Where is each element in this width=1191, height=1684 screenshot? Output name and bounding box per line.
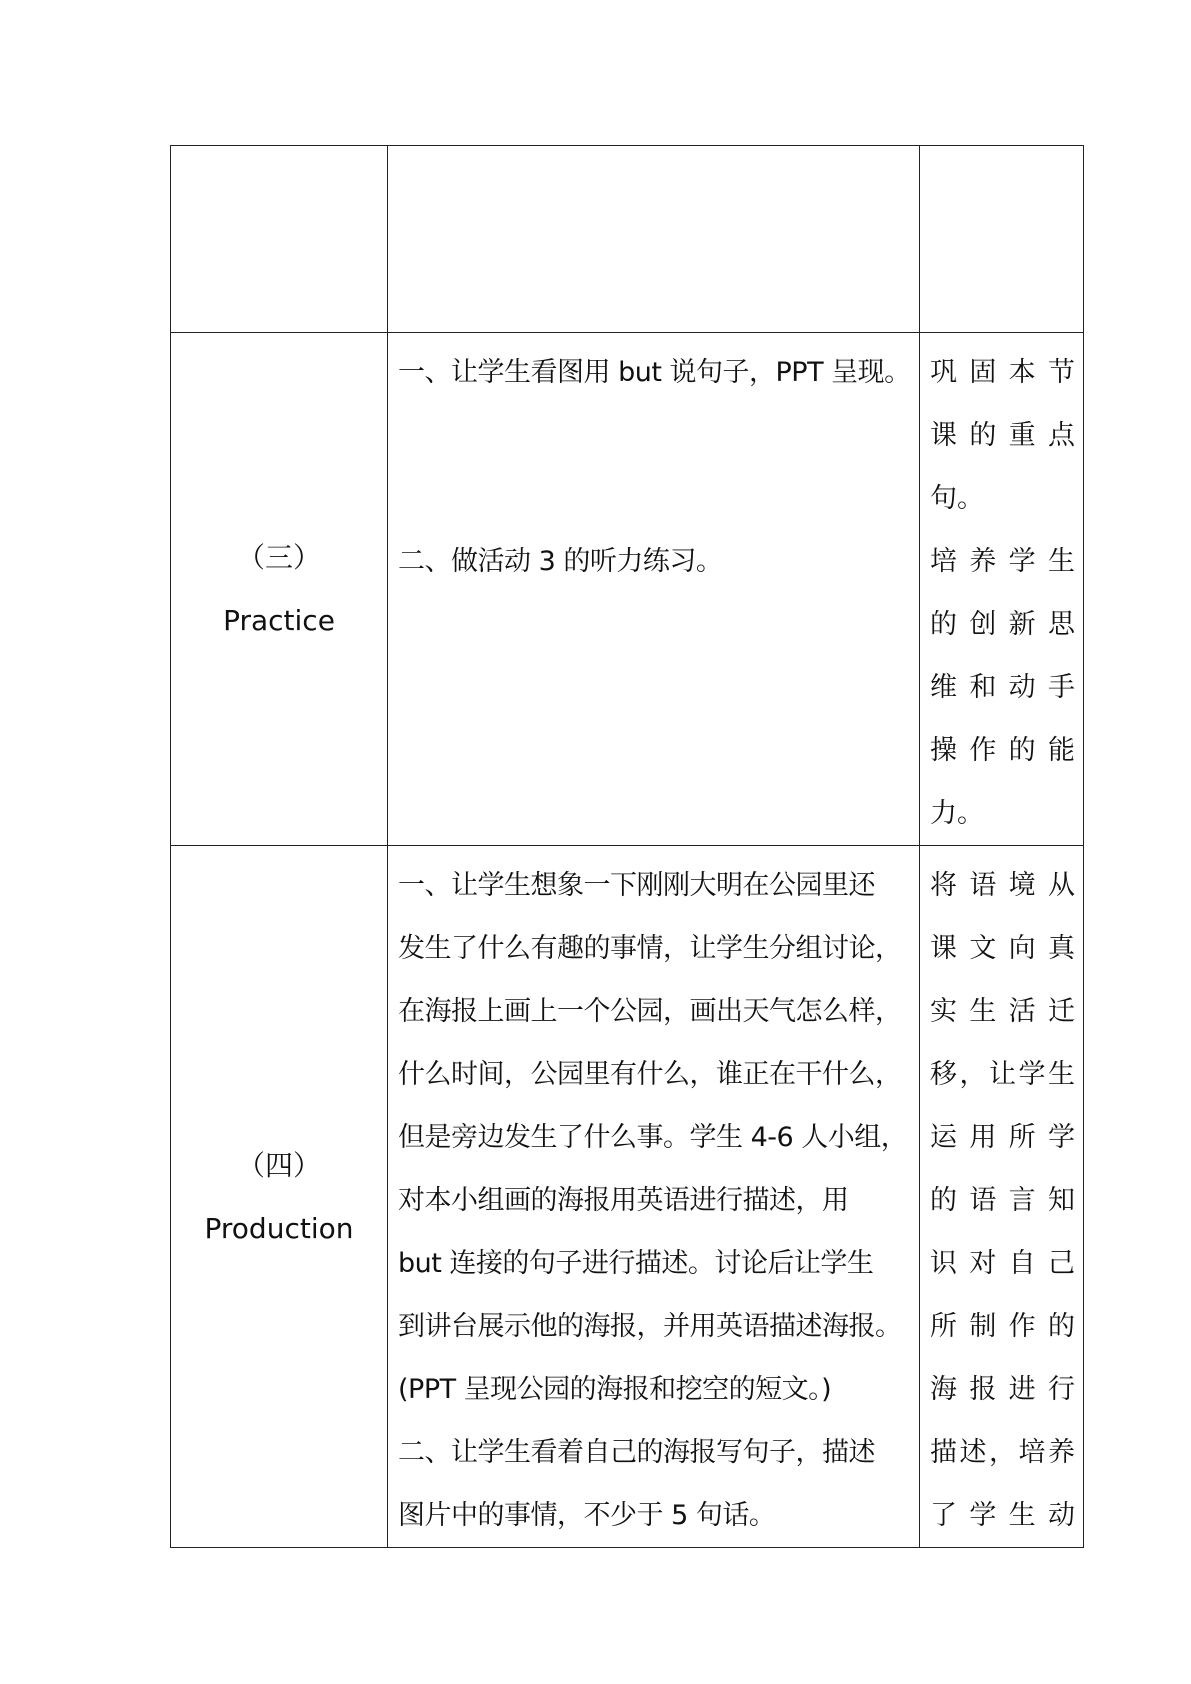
production-content-line: 对本小组画的海报用英语进行描述，用 — [398, 1185, 849, 1216]
production-stage-number: （四） — [236, 1148, 321, 1182]
production-purpose-cell — [920, 846, 1084, 1548]
practice-purpose-line: 培 养 学 生 — [930, 546, 1075, 577]
production-content-line: 到讲台展示他的海报，并用英语描述海报。 — [398, 1311, 902, 1342]
production-content-cell — [388, 846, 920, 1548]
table-row-practice — [171, 333, 1084, 846]
production-stage-cell — [171, 846, 388, 1548]
practice-stage-number: （三） — [236, 541, 321, 574]
production-content-line: 但是旁边发生了什么事。学生 4-6 人小组， — [398, 1122, 908, 1153]
practice-content-item: 二、做活动 3 的听力练习。 — [398, 546, 723, 577]
table-row-empty — [171, 146, 1084, 333]
production-purpose-line: 课 文 向 真 — [930, 933, 1075, 964]
production-purpose-line: 了 学 生 动 — [930, 1500, 1075, 1531]
practice-purpose-line: 的 创 新 思 — [930, 609, 1075, 640]
production-content-line: 图片中的事情，不少于 5 句话。 — [398, 1500, 776, 1531]
production-purpose-line: 海 报 进 行 — [930, 1374, 1075, 1405]
production-stage-name: Production — [204, 1211, 354, 1245]
empty-content-cell — [388, 146, 920, 333]
production-content-line: 什么时间，公园里有什么，谁正在干什么， — [398, 1059, 902, 1090]
practice-purpose-line: 课 的 重 点 — [930, 420, 1075, 451]
practice-content-item: 一、让学生看图用 but 说句子，PPT 呈现。 — [398, 357, 911, 388]
practice-purpose-cell — [920, 333, 1084, 846]
production-content-line: 发生了什么有趣的事情，让学生分组讨论， — [398, 933, 902, 964]
production-purpose-line: 实 生 活 迁 — [930, 996, 1075, 1027]
empty-stage-cell — [171, 146, 388, 333]
production-purpose-line: 移，让学生 — [930, 1059, 1075, 1090]
practice-purpose-line: 巩 固 本 节 — [930, 357, 1075, 388]
practice-content-cell — [388, 333, 920, 846]
production-content-line: (PPT 呈现公园的海报和挖空的短文。) — [398, 1374, 832, 1405]
lesson-plan-table — [170, 145, 1084, 1548]
production-purpose-line: 识 对 自 己 — [930, 1248, 1075, 1279]
production-purpose-line: 将 语 境 从 — [930, 870, 1075, 901]
production-purpose-line: 描述，培养 — [930, 1437, 1075, 1468]
production-content-line: 二、让学生看着自己的海报写句子，描述 — [398, 1437, 875, 1468]
practice-purpose-line: 句。 — [930, 483, 984, 514]
practice-stage-cell — [171, 333, 388, 846]
practice-purpose-line: 力。 — [930, 798, 984, 829]
production-purpose-line: 的 语 言 知 — [930, 1185, 1075, 1216]
production-content-line: 在海报上画上一个公园，画出天气怎么样， — [398, 996, 902, 1027]
production-purpose-line: 运 用 所 学 — [930, 1122, 1075, 1153]
practice-purpose-line: 操 作 的 能 — [930, 735, 1075, 766]
practice-stage-name: Practice — [223, 604, 335, 637]
production-purpose-line: 所 制 作 的 — [930, 1311, 1075, 1342]
empty-purpose-cell — [920, 146, 1084, 333]
production-content-line: but 连接的句子进行描述。讨论后让学生 — [398, 1248, 874, 1279]
paragraph-gap — [398, 404, 911, 530]
practice-purpose-line: 维 和 动 手 — [930, 672, 1075, 703]
table-row-production — [171, 846, 1084, 1548]
production-content-line: 一、让学生想象一下刚刚大明在公园里还 — [398, 870, 875, 901]
